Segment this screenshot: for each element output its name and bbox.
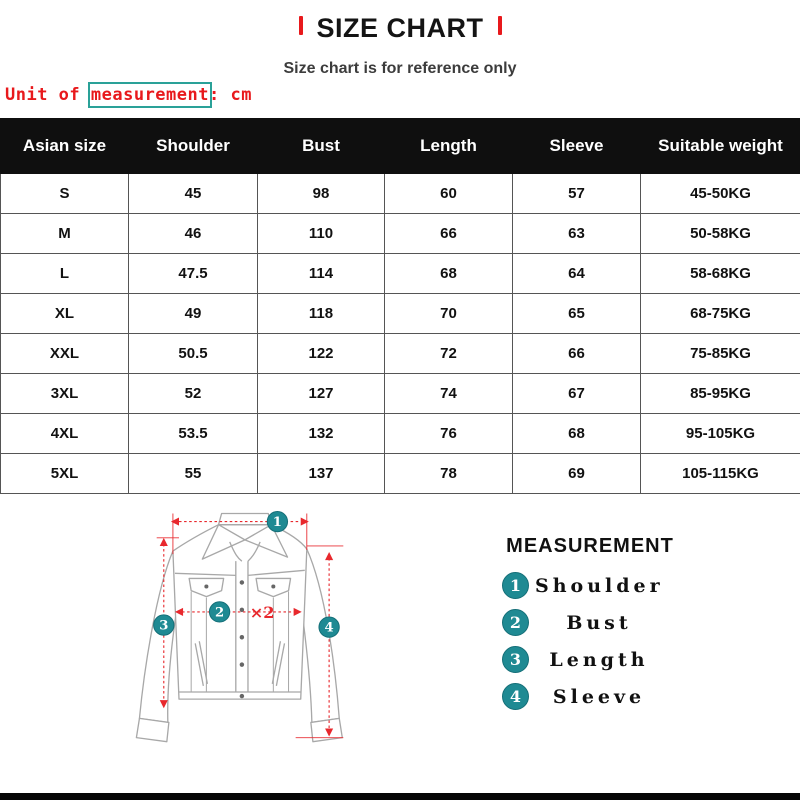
legend-label-length: Length — [549, 648, 649, 671]
badge-3: 3 — [159, 618, 169, 634]
legend-label-bust: Bust — [566, 611, 632, 634]
table-cell: 114 — [258, 254, 385, 294]
title-accent-bar-right — [498, 16, 502, 35]
jacket-left-cuff — [136, 718, 168, 741]
jacket-collar-band — [219, 514, 272, 525]
unit-note-suffix: : cm — [208, 85, 252, 105]
size-table-header — [1, 119, 800, 174]
legend-item-sleeve — [460, 683, 720, 710]
table-cell: 98 — [258, 174, 385, 214]
legend-label-shoulder: Shoulder — [535, 574, 664, 597]
table-cell: 67 — [513, 374, 641, 414]
table-cell: XXL — [1, 334, 129, 374]
table-row-l — [1, 254, 800, 294]
column-header-weight: Suitable weight — [641, 119, 800, 174]
table-cell: 105-115KG — [641, 454, 800, 494]
jacket-left-sleeve — [139, 551, 179, 722]
table-cell: 68 — [385, 254, 513, 294]
table-cell: 66 — [513, 334, 641, 374]
table-cell: 74 — [385, 374, 513, 414]
table-cell: 78 — [385, 454, 513, 494]
table-cell: 50-58KG — [641, 214, 800, 254]
legend-items — [460, 572, 720, 710]
unit-note — [5, 85, 252, 105]
table-cell: 4XL — [1, 414, 129, 454]
badge-4: 4 — [324, 620, 334, 636]
legend-item-shoulder — [460, 572, 720, 599]
table-cell: 55 — [129, 454, 258, 494]
table-cell: 45-50KG — [641, 174, 800, 214]
table-cell: 64 — [513, 254, 641, 294]
table-cell: M — [1, 214, 129, 254]
table-cell: 57 — [513, 174, 641, 214]
table-cell: S — [1, 174, 129, 214]
badge-2: 2 — [214, 605, 225, 621]
table-cell: 47.5 — [129, 254, 258, 294]
table-row-s — [1, 174, 800, 214]
bust-multiplier-label: ×2 — [249, 602, 275, 622]
table-cell: 110 — [258, 214, 385, 254]
table-cell: 5XL — [1, 454, 129, 494]
legend-badge-2: 2 — [502, 609, 529, 636]
table-row-m — [1, 214, 800, 254]
table-cell: L — [1, 254, 129, 294]
header-row — [1, 119, 800, 174]
table-cell: 3XL — [1, 374, 129, 414]
table-cell: 118 — [258, 294, 385, 334]
title-accent-bar-left — [299, 16, 303, 35]
unit-note-prefix: Unit of — [5, 85, 91, 105]
column-header-sleeve: Sleeve — [513, 119, 641, 174]
legend-item-bust — [460, 609, 720, 636]
size-table — [0, 118, 800, 494]
jacket-diagram — [108, 493, 392, 747]
subtitle: Size chart is for reference only — [283, 60, 517, 77]
table-cell: 72 — [385, 334, 513, 374]
table-cell: 69 — [513, 454, 641, 494]
table-cell: 85-95KG — [641, 374, 800, 414]
table-cell: 49 — [129, 294, 258, 334]
column-header-bust: Bust — [258, 119, 385, 174]
table-cell: 68-75KG — [641, 294, 800, 334]
legend-badge-3: 3 — [502, 646, 529, 673]
table-cell: 68 — [513, 414, 641, 454]
table-cell: 63 — [513, 214, 641, 254]
table-row-3xl — [1, 374, 800, 414]
size-table-body — [1, 174, 800, 494]
legend-badge-1: 1 — [502, 572, 529, 599]
table-cell: 132 — [258, 414, 385, 454]
badge-1: 1 — [272, 515, 282, 531]
table-cell: 76 — [385, 414, 513, 454]
table-cell: XL — [1, 294, 129, 334]
table-row-5xl — [1, 454, 800, 494]
title-row — [0, 10, 800, 46]
table-cell: 58-68KG — [641, 254, 800, 294]
table-cell: 65 — [513, 294, 641, 334]
table-cell: 95-105KG — [641, 414, 800, 454]
page-title: SIZE CHART — [316, 12, 484, 43]
table-cell: 46 — [129, 214, 258, 254]
table-row-xl — [1, 294, 800, 334]
legend-item-length — [460, 646, 720, 673]
column-header-asian-size: Asian size — [1, 119, 129, 174]
table-cell: 122 — [258, 334, 385, 374]
legend-label-sleeve: Sleeve — [552, 685, 646, 708]
table-cell: 137 — [258, 454, 385, 494]
measurement-legend — [460, 535, 720, 710]
column-header-length: Length — [385, 119, 513, 174]
table-row-xxl — [1, 334, 800, 374]
legend-heading: MEASUREMENT — [506, 535, 674, 557]
table-cell: 52 — [129, 374, 258, 414]
table-cell: 50.5 — [129, 334, 258, 374]
table-cell: 45 — [129, 174, 258, 214]
table-cell: 60 — [385, 174, 513, 214]
bottom-bar — [0, 793, 800, 800]
table-cell: 70 — [385, 294, 513, 334]
legend-badge-4: 4 — [502, 683, 529, 710]
column-header-shoulder: Shoulder — [129, 119, 258, 174]
unit-note-highlight: measurement — [90, 85, 209, 105]
table-cell: 66 — [385, 214, 513, 254]
table-cell: 53.5 — [129, 414, 258, 454]
table-cell: 75-85KG — [641, 334, 800, 374]
table-cell: 127 — [258, 374, 385, 414]
table-row-4xl — [1, 414, 800, 454]
